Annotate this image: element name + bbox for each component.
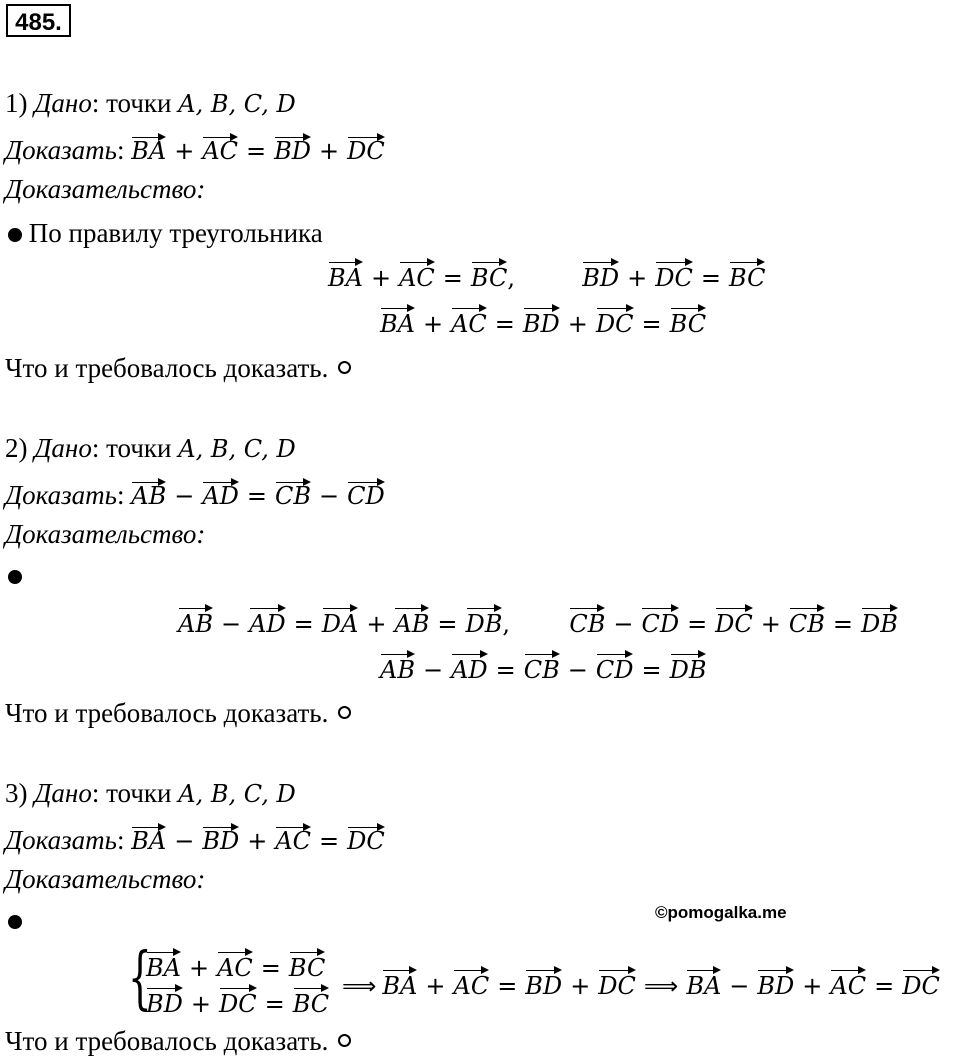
- problem-number: 485.: [6, 4, 71, 37]
- part3-given: 3) Дано: точки A, B, C, D: [5, 778, 296, 808]
- part3-claim: Доказать: BA − BD + AC = DC: [5, 825, 385, 855]
- qed-circle-icon: [338, 1034, 351, 1047]
- bullet-icon: [8, 570, 22, 584]
- part2-num: 2): [5, 433, 28, 463]
- part3-system-eq2: BD + DC = BC: [146, 984, 329, 1018]
- part3-claim-formula: BA − BD + AC = DC: [131, 827, 385, 855]
- part3-proof-label: Доказательство:: [5, 864, 206, 894]
- part3-points: A, B, C, D: [178, 780, 296, 808]
- qed-circle-icon: [338, 361, 351, 374]
- part1-points: A, B, C, D: [178, 90, 296, 118]
- bullet-icon: [8, 915, 22, 929]
- part1-claim-formula: BA + AC = BD + DC: [131, 137, 385, 165]
- bullet-icon: [8, 228, 22, 242]
- part2-proof-label: Доказательство:: [5, 519, 206, 549]
- part2-line1: AB − AD = DA + AB = DB, CB − CD = DC + CB = DB: [178, 604, 898, 638]
- part1-bullet-line: [8, 220, 323, 247]
- part3-bullet: [8, 915, 22, 934]
- part1-claim: Доказать: BA + AC = BD + DC: [5, 135, 385, 165]
- part3-line1: ⟹ BA + AC = BD + DC ⟹ BA − BD + AC = DC: [342, 966, 940, 1000]
- part2-bullet: [8, 570, 22, 589]
- part2-line2: AB − AD = CB − CD = DB: [380, 650, 706, 684]
- part3-qed: Что и требовалось доказать.: [5, 1028, 351, 1055]
- part2-qed: Что и требовалось доказать.: [5, 700, 351, 727]
- part2-given: 2) Дано: точки A, B, C, D: [5, 433, 296, 463]
- part1-num: 1): [5, 88, 28, 118]
- part1-proof-label: Доказательство:: [5, 174, 206, 204]
- part3-system-eq1: BA + AC = BC: [146, 948, 325, 982]
- part2-claim: Доказать: AB − AD = CB − CD: [5, 480, 385, 510]
- part2-points: A, B, C, D: [178, 435, 296, 463]
- part2-claim-formula: AB − AD = CB − CD: [131, 482, 384, 510]
- given-label: Дано: [34, 88, 92, 118]
- part1-line2: BA + AC = BD + DC = BC: [380, 304, 706, 338]
- part1-bullet-text: По правилу треугольника: [28, 218, 323, 248]
- part1-line1: BA + AC = BC, BD + DC = BC: [328, 258, 765, 292]
- qed-circle-icon: [338, 706, 351, 719]
- prove-label: Доказать: [5, 135, 117, 165]
- part1-qed: Что и требовалось доказать.: [5, 355, 351, 382]
- watermark: ©pomogalka.me: [655, 903, 787, 922]
- part1-given: 1) Дано: точки A, B, C, D: [5, 88, 296, 118]
- part3-num: 3): [5, 778, 28, 808]
- system-brace: {: [128, 939, 152, 1018]
- given-text: точки: [106, 88, 172, 118]
